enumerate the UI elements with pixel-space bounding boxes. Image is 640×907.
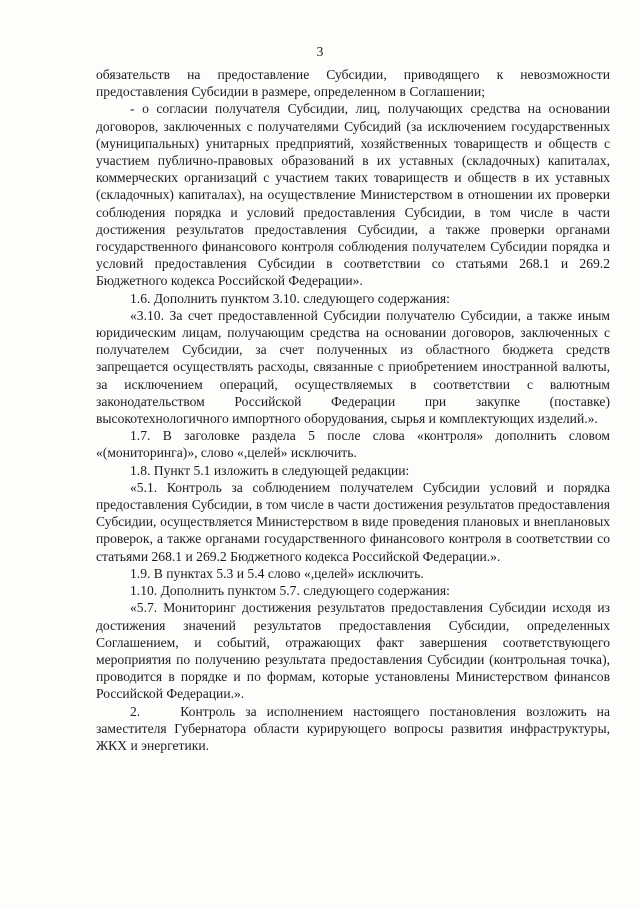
paragraph-amendment-1-7: 1.7. В заголовке раздела 5 после слова «контроля» дополнить словом «(мониторинга)», слово «,целей» исключить. — [96, 428, 610, 461]
paragraph-clause-5-7: «5.7. Мониторинг достижения результатов предоставления Субсидии исходя из достижения значений результатов предоставления Субсидии, определенных Соглашением, и событий, отражающих факт завершения соответствующего мероприятия по получению результата предоставления Субсидии (контрольная точка), проводится в порядке и по формам, которые установлены Министерством финансов Российской Федерации.». — [96, 600, 610, 702]
page-number: 3 — [316, 44, 324, 59]
paragraph-clause-3-10: «3.10. За счет предоставленной Субсидии получателю Субсидии, а также иным юридическим лицам, получающим средства на основании договоров, заключенных с получателем Субсидии, за счет полученных из областного бюджета средств запрещается осуществлять расходы, связанные с приобретением иностранной валюты, за исключением операций, осуществляемых в соответствии с валютным законодательством Российской Федерации при закупке (поставке) высокотехнологичного импортного оборудования, сырья и комплектующих изделий.». — [96, 307, 610, 427]
paragraph-amendment-1-9: 1.9. В пунктах 5.3 и 5.4 слово «,целей» исключить. — [130, 565, 424, 581]
document-body — [96, 66, 610, 754]
paragraph-amendment-1-10: 1.10. Дополнить пунктом 5.7. следующего содержания: — [130, 583, 450, 599]
paragraph-item-2-control: 2. Контроль за исполнением настоящего постановления возложить на заместителя Губернатора области курирующего вопросы развития инфраструктуры, ЖКХ и энергетики. — [96, 703, 610, 753]
paragraph-amendment-1-6: 1.6. Дополнить пунктом 3.10. следующего содержания: — [130, 290, 450, 306]
paragraph-clause-5-1: «5.1. Контроль за соблюдением получателем Субсидии условий и порядка предоставления Субсидии, в том числе в части достижения результатов предоставления Субсидии, осуществляется Министерством в виде проведения плановых и внеплановых проверок, а также органами государственного финансового контроля в соответствии со статьями 268.1 и 269.2 Бюджетного кодекса Российской Федерации.». — [96, 479, 610, 564]
paragraph-amendment-1-8: 1.8. Пункт 5.1 изложить в следующей редакции: — [130, 462, 410, 478]
paragraph-consent-clause: - о согласии получателя Субсидии, лиц, получающих средства на основании договоров, заключенных с получателями Субсидий (за исключением государственных (муниципальных) унитарных предприятий, хозяйственных товариществ и обществ с участием публично-правовых образований в их уставных (складочных) капиталах, коммерческих организаций с участием таких товариществ и обществ в их уставных (складочных) капиталах), на осуществление Министерством в отношении их проверки соблюдения порядка и условий предоставления Субсидии, в том числе в части достижения результатов предоставления Субсидии, а также проверки органами государственного финансового контроля соблюдения получателем Субсидии порядка и условий предоставления Субсидии в соответствии со статьями 268.1 и 269.2 Бюджетного кодекса Российской Федерации». — [96, 101, 610, 289]
paragraph-continuation: обязательств на предоставление Субсидии, приводящего к невозможности предоставления Субсидии в размере, определенном в Соглашении; — [96, 67, 610, 100]
